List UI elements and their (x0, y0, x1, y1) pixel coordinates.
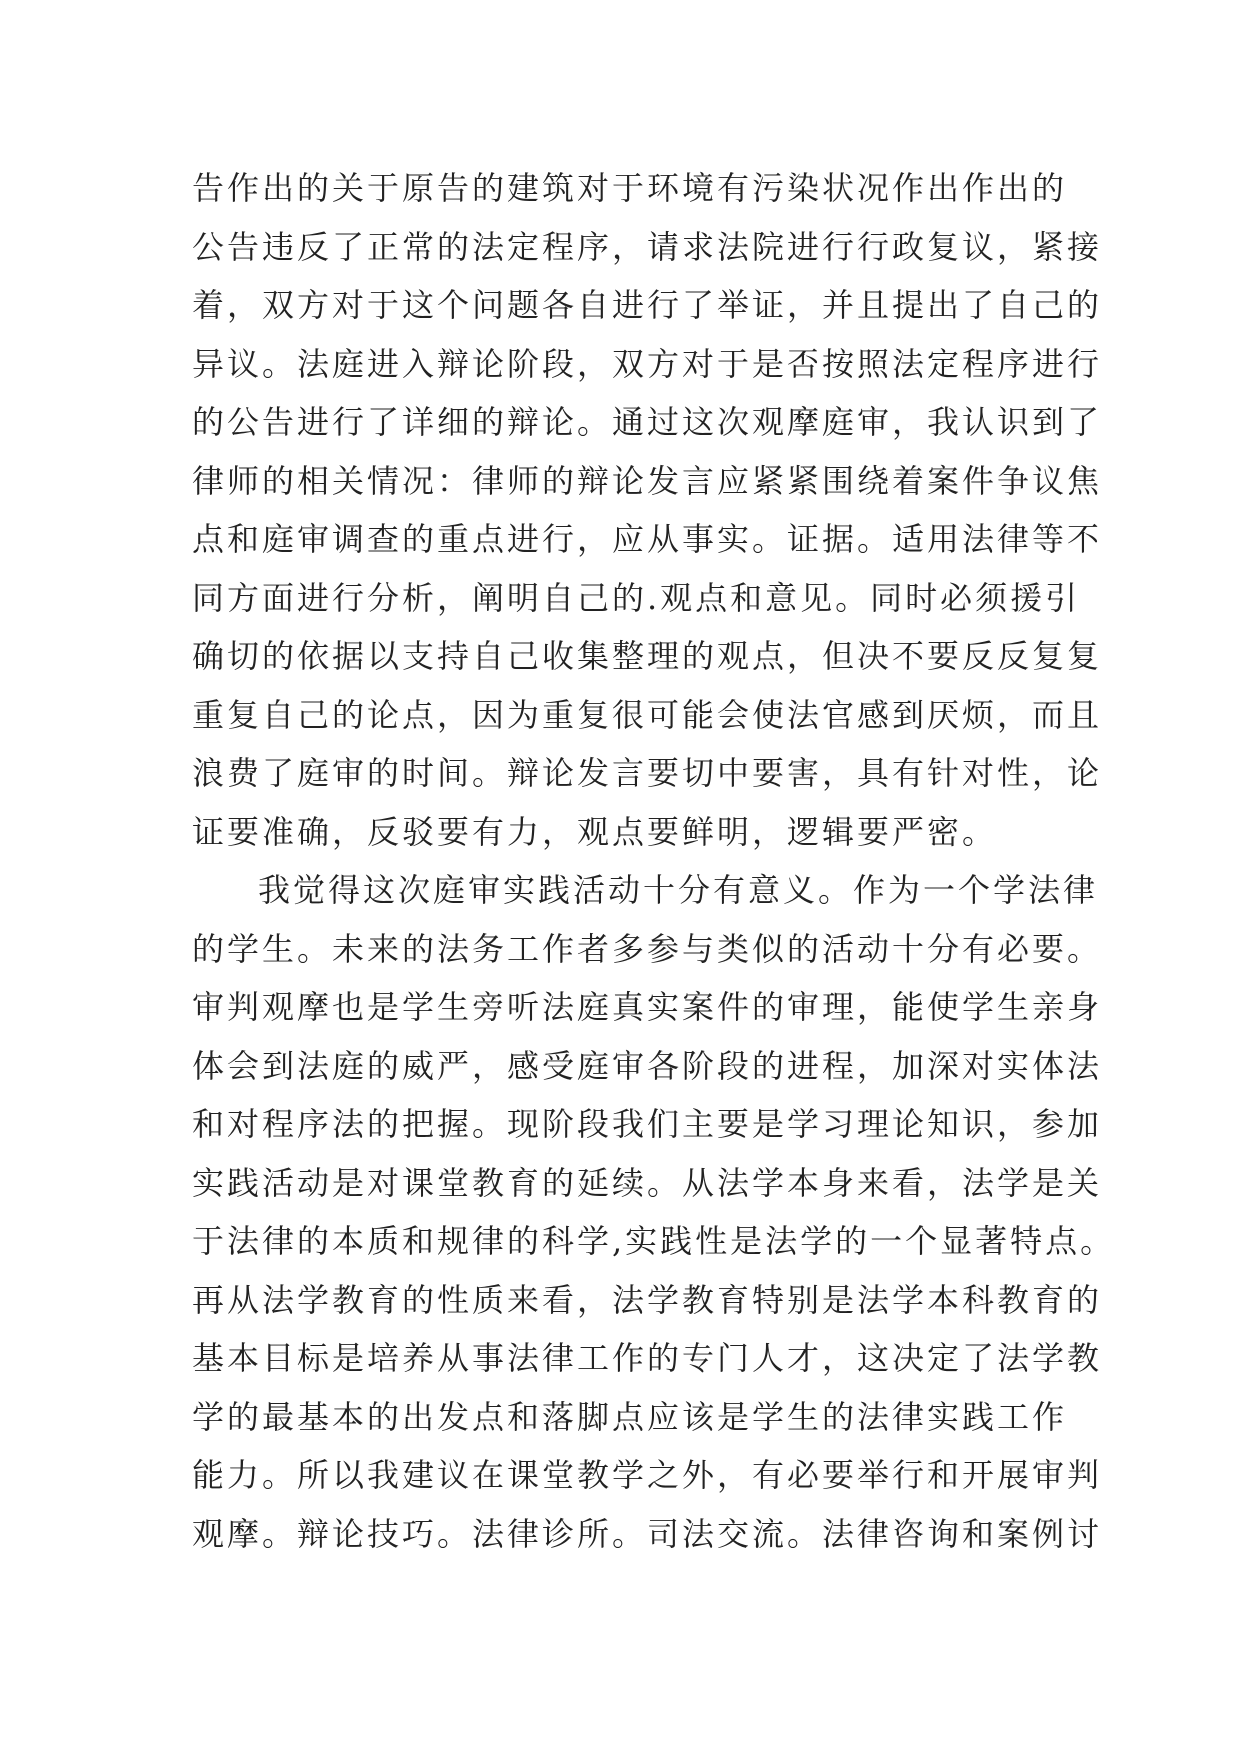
text-line: 我觉得这次庭审实践活动十分有意义。作为一个学法律 (258, 871, 1099, 909)
text-line: 公告违反了正常的法定程序，请求法院进行行政复议，紧接 (192, 227, 1103, 266)
text-line: 体会到法庭的威严，感受庭审各阶段的进程，加深对实体法 (192, 1046, 1103, 1085)
text-line: 律师的相关情况：律师的辩论发言应紧紧围绕着案件争议焦 (192, 461, 1103, 500)
text-line: 点和庭审调查的重点进行，应从事实。证据。适用法律等不 (192, 520, 1103, 558)
text-line: 的学生。未来的法务工作者多参与类似的活动十分有必要。 (192, 929, 1103, 968)
text-line: 实践活动是对课堂教育的延续。从法学本身来看，法学是关 (192, 1163, 1103, 1202)
text-line: 于法律的本质和规律的科学,实践性是法学的一个显著特点。 (192, 1222, 1116, 1260)
text-line: 的公告进行了详细的辩论。通过这次观摩庭审，我认识到了 (192, 403, 1103, 441)
text-line: 证要准确，反驳要有力，观点要鲜明，逻辑要严密。 (192, 812, 998, 851)
text-line: 着，双方对于这个问题各自进行了举证，并且提出了自己的 (192, 286, 1103, 324)
text-line: 同方面进行分析，阐明自己的.观点和意见。同时必须援引 (192, 578, 1081, 617)
text-line: 重复自己的论点，因为重复很可能会使法官感到厌烦，而且 (192, 695, 1103, 734)
text-line: 能力。所以我建议在课堂教学之外，有必要举行和开展审判 (192, 1456, 1103, 1494)
text-line: 学的最基本的出发点和落脚点应该是学生的法律实践工作 (192, 1397, 1068, 1436)
text-line: 确切的依据以支持自己收集整理的观点，但决不要反反复复 (192, 637, 1103, 675)
text-line: 和对程序法的把握。现阶段我们主要是学习理论知识，参加 (192, 1105, 1103, 1143)
body-text (192, 159, 1116, 1563)
text-line: 再从法学教育的性质来看，法学教育特别是法学本科教育的 (192, 1280, 1103, 1319)
text-line: 告作出的关于原告的建筑对于环境有污染状况作出作出的 (192, 169, 1068, 207)
text-line: 浪费了庭审的时间。辩论发言要切中要害，具有针对性，论 (192, 754, 1103, 792)
text-line: 基本目标是培养从事法律工作的专门人才，这决定了法学教 (192, 1339, 1103, 1377)
text-line: 异议。法庭进入辩论阶段，双方对于是否按照法定程序进行 (192, 344, 1103, 383)
text-line: 审判观摩也是学生旁听法庭真实案件的审理，能使学生亲身 (192, 988, 1103, 1026)
text-line: 观摩。辩论技巧。法律诊所。司法交流。法律咨询和案例讨 (192, 1514, 1103, 1553)
